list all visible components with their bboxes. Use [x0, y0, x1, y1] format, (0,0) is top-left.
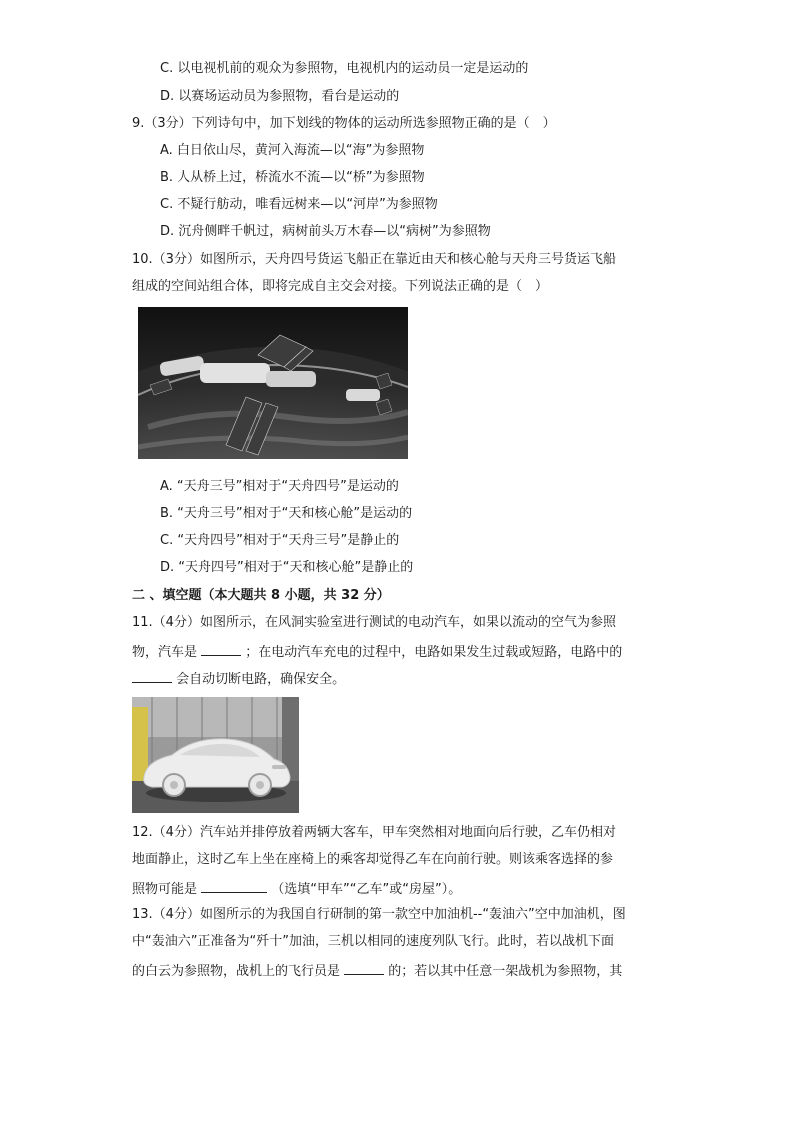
q11-line3 — [132, 668, 345, 689]
q11-line1: 11.（4分）如图所示，在风洞实验室进行测试的电动汽车，如果以流动的空气为参照 — [132, 615, 616, 630]
q9-option-c: C. 不疑行舫动，唯看远树来—以“河岸”为参照物 — [160, 197, 438, 212]
q12-line3 — [132, 878, 461, 899]
q13-line3-text-a: 的白云为参照物，战机上的飞行员是 — [132, 964, 341, 979]
q9-option-d: D. 沉舟侧畔千帆过，病树前头万木春—以“病树”为参照物 — [160, 224, 491, 239]
space-station-illustration — [138, 307, 408, 459]
q8-option-d: D. 以赛场运动员为参照物，看台是运动的 — [160, 89, 400, 104]
q12-line1: 12.（4分）汽车站并排停放着两辆大客车，甲车突然相对地面向后行驶，乙车仍相对 — [132, 825, 616, 840]
q10-stem-line2: 组成的空间站组合体，即将完成自主交会对接。下列说法正确的是（ ） — [132, 279, 549, 294]
q11-blank-2[interactable] — [132, 668, 172, 683]
q10-option-b: B. “天舟三号”相对于“天和核心舱”是运动的 — [160, 506, 413, 521]
q11-line2-text-b: ；在电动汽车充电的过程中，电路如果发生过载或短路，电路中的 — [245, 645, 623, 660]
space-station-image — [138, 307, 408, 459]
q12-line3-text-b: （选填“甲车”“乙车”或“房屋”）。 — [271, 882, 462, 897]
q8-option-c: C. 以电视机前的观众为参照物，电视机内的运动员一定是运动的 — [160, 61, 529, 76]
q10-stem-line1: 10.（3分）如图所示，天舟四号货运飞船正在靠近由天和核心舱与天舟三号货运飞船 — [132, 252, 616, 267]
q9-option-a: A. 白日依山尽，黄河入海流—以“海”为参照物 — [160, 143, 425, 158]
q13-line2: 中“轰油六”正准备为“歼十”加油，三机以相同的速度列队飞行。此时，若以战机下面 — [132, 934, 614, 949]
q10-option-a: A. “天舟三号”相对于“天舟四号”是运动的 — [160, 479, 399, 494]
q11-line2 — [132, 641, 622, 662]
q10-option-d: D. “天舟四号”相对于“天和核心舱”是静止的 — [160, 560, 414, 575]
q13-line3 — [132, 960, 622, 981]
q11-line2-text-a: 物，汽车是 — [132, 645, 198, 660]
q12-line3-text-a: 照物可能是 — [132, 882, 198, 897]
q13-line3-text-b: 的；若以其中任意一架战机为参照物，其 — [388, 964, 623, 979]
q11-blank-1[interactable] — [201, 641, 241, 656]
q10-option-c: C. “天舟四号”相对于“天舟三号”是静止的 — [160, 533, 400, 548]
wind-tunnel-car-image — [132, 697, 299, 813]
section-title: 二 、填空题（本大题共 8 小题，共 32 分） — [132, 588, 390, 603]
q12-line2: 地面静止，这时乙车上坐在座椅上的乘客却觉得乙车在向前行驶。则该乘客选择的参 — [132, 852, 614, 867]
q11-line3-text: 会自动切断电路，确保安全。 — [176, 672, 346, 687]
q13-line1: 13.（4分）如图所示的为我国自行研制的第一款空中加油机--“轰油六”空中加油机，图 — [132, 907, 626, 922]
wind-tunnel-car-illustration — [132, 697, 299, 813]
q12-blank[interactable] — [201, 878, 267, 893]
q9-stem: 9.（3分）下列诗句中，加下划线的物体的运动所选参照物正确的是（ ） — [132, 116, 556, 131]
q13-blank[interactable] — [344, 960, 384, 975]
q9-option-b: B. 人从桥上过，桥流水不流—以“桥”为参照物 — [160, 170, 425, 185]
